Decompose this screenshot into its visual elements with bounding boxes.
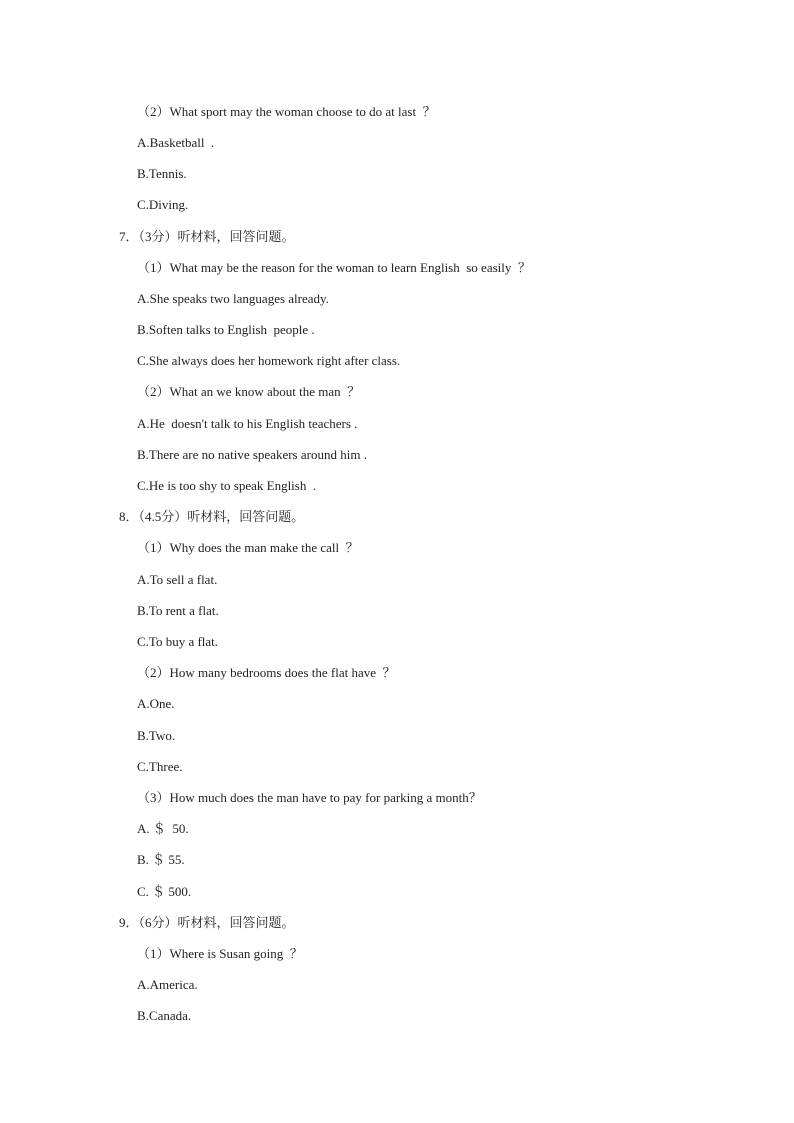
- option-8-2-a: A.One.: [137, 696, 175, 711]
- sub-question-7-1: （1）What may be the reason for the woman to learn English so easily ？: [137, 260, 531, 275]
- option-8-2-b: B.Two.: [137, 728, 176, 743]
- option-7-1-c: C.She always does her homework right after class.: [137, 353, 401, 368]
- question-8-heading: 8．（4.5分）听材料，回答问题。: [119, 509, 305, 524]
- option-8-2-c: C.Three.: [137, 759, 183, 774]
- option-7-2-c: C.He is too shy to speak English .: [137, 478, 317, 493]
- option-7-1-a: A.She speaks two languages already.: [137, 291, 329, 306]
- sub-question-7-2: （2）What an we know about the man ？: [137, 384, 361, 399]
- option-8-3-c: C. ＄ 500.: [137, 884, 192, 899]
- option-7-1-b: B.Soften talks to English people .: [137, 322, 315, 337]
- option-9-1-a: A.America.: [137, 977, 198, 992]
- option-8-1-b: B.To rent a flat.: [137, 603, 219, 618]
- option-6-2-a: A.Basketball .: [137, 135, 215, 150]
- option-7-2-b: B.There are no native speakers around him .: [137, 447, 367, 462]
- option-7-2-a: A.He doesn't talk to his English teachers .: [137, 416, 358, 431]
- option-8-1-c: C.To buy a flat.: [137, 634, 219, 649]
- sub-question-9-1: （1）Where is Susan going ？: [137, 946, 303, 961]
- question-7-heading: 7．（3分）听材料，回答问题。: [119, 229, 295, 244]
- sub-question-8-3: （3）How much does the man have to pay for parking a month？: [137, 790, 482, 805]
- sub-question-8-1: （1）Why does the man make the call ？: [137, 540, 359, 555]
- question-9-heading: 9．（6分）听材料，回答问题。: [119, 915, 295, 930]
- option-6-2-b: B.Tennis.: [137, 166, 187, 181]
- sub-question-6-2: （2）What sport may the woman choose to do at last ？: [137, 104, 436, 119]
- option-6-2-c: C.Diving.: [137, 197, 189, 212]
- option-9-1-b: B.Canada.: [137, 1008, 192, 1023]
- option-8-3-a: A. ＄ 50.: [137, 821, 189, 836]
- sub-question-8-2: （2）How many bedrooms does the flat have ？: [137, 665, 396, 680]
- option-8-1-a: A.To sell a flat.: [137, 572, 218, 587]
- option-8-3-b: B. ＄ 55.: [137, 852, 185, 867]
